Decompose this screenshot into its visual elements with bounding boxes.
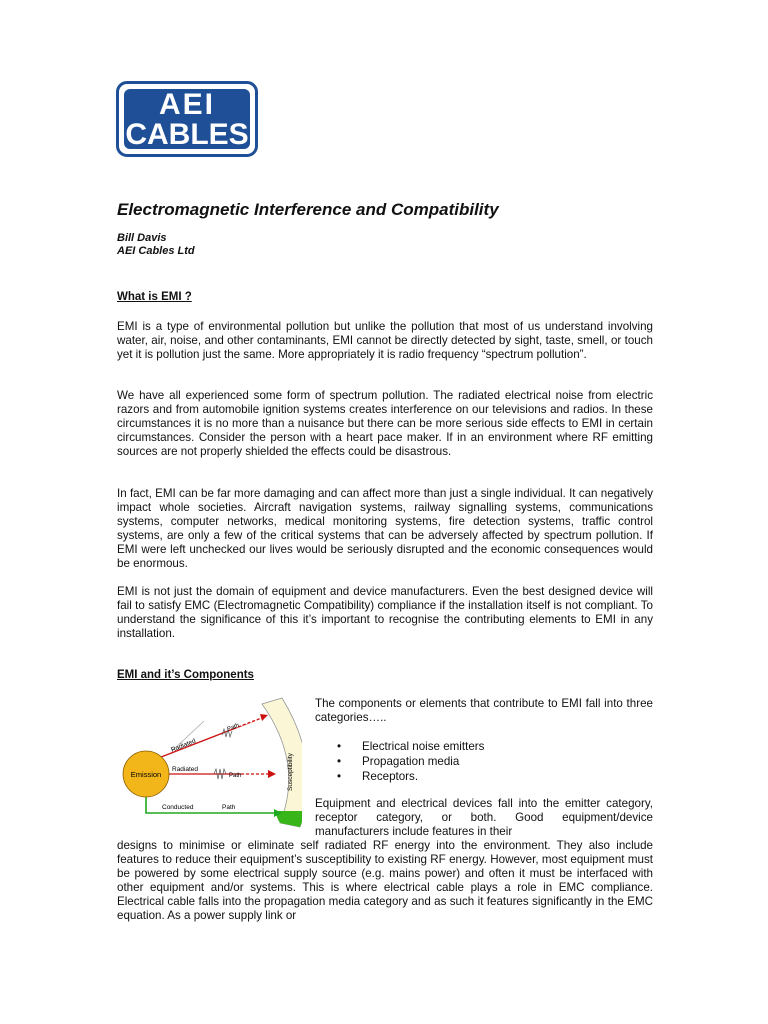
logo-text-cables: CABLES <box>125 118 249 151</box>
emi-components-diagram <box>116 695 302 831</box>
section-heading-emi-components: EMI and it’s Components <box>117 669 254 681</box>
radiated-horizontal-arrowhead <box>268 770 276 778</box>
path-label-horizontal: Path <box>229 773 242 779</box>
path-label-conducted: Path <box>222 804 236 811</box>
emitter-category-paragraph: Equipment and electrical devices fall into the emitter category, receptor category, or both. Good equipment/device manufacturers include features in their <box>315 797 653 838</box>
radiated-diagonal-arrowhead <box>260 714 268 721</box>
susceptibility-band <box>262 698 302 827</box>
conducted-label: Conducted <box>162 804 194 811</box>
aei-cables-logo <box>116 81 258 157</box>
list-item: • Receptors. <box>337 770 484 785</box>
emi-diagram-svg <box>116 695 302 831</box>
components-intro: The components or elements that contribute to EMI fall into three categories….. <box>315 697 653 724</box>
author-company: AEI Cables Ltd <box>117 245 195 257</box>
logo-text-aei: AEI <box>158 88 215 121</box>
paragraph-2: We have all experienced some form of spectrum pollution. The radiated electrical noise from electric razors and from automobile ignition systems creates interference on our televisions and radios. In these circumstances it is no more than a nuisance but there can be more serious side effects to EMI in certain circumstances. Consider the person with a heart pace maker. If in an environment where RF emitting sources are not properly shielded the effects could be disastrous. <box>117 389 653 458</box>
section-heading-what-is-emi: What is EMI ? <box>117 291 192 303</box>
components-list <box>337 740 484 784</box>
logo-badge <box>124 89 250 149</box>
paragraph-3: In fact, EMI can be far more damaging and can affect more than just a single individual. It can negatively impact whole societies. Aircraft navigation systems, railway signalling systems, communications systems, computer networks, medical monitoring systems, fire detection systems, traffic control systems, are only a few of the critical systems that can be adversely affected by spectrum pollution. If EMI were left unchecked our lives would be seriously disrupted and the economic consequences would be enormous. <box>117 487 653 570</box>
list-item: • Electrical noise emitters <box>337 740 484 755</box>
emission-label: Emission <box>130 770 162 779</box>
list-item: • Propagation media <box>337 755 484 770</box>
paragraph-4: EMI is not just the domain of equipment and device manufacturers. Even the best designed device will fail to satisfy EMC (Electromagnetic Compatibility) compliance if the installation itself is not compliant. To understand the significance of this it’s important to recognise the contributing elements to EMI in any installation. <box>117 585 653 640</box>
paragraph-1: EMI is a type of environmental pollution but unlike the pollution that most of us understand involving water, air, noise, and other contaminants, EMI cannot be directly detected by sight, taste, smell, or touch yet it is pollution just the same. More appropriately it is radio frequency “spectrum pollution”. <box>117 320 653 361</box>
susceptibility-label: Susceptibility <box>287 753 294 791</box>
radiated-label-horizontal: Radiated <box>172 766 199 773</box>
continuation-paragraph: designs to minimise or eliminate self radiated RF energy into the environment. They also include features to reduce their equipment’s susceptibility to existing RF energy. However, most equipment must be powered by some electrical supply source (e.g. mains power) and often it must be interfaced with other equipment and/or systems. This is where electrical cable plays a role in EMC compliance. Electrical cable falls into the propagation media category and as such it features significantly in the EMC equation. As a power supply link or <box>117 839 653 922</box>
path-label-diagonal: Path <box>226 722 241 733</box>
document-title: Electromagnetic Interference and Compatibility <box>117 200 499 219</box>
radiated-label-diagonal: Radiated <box>170 737 197 754</box>
author-name: Bill Davis <box>117 232 167 244</box>
